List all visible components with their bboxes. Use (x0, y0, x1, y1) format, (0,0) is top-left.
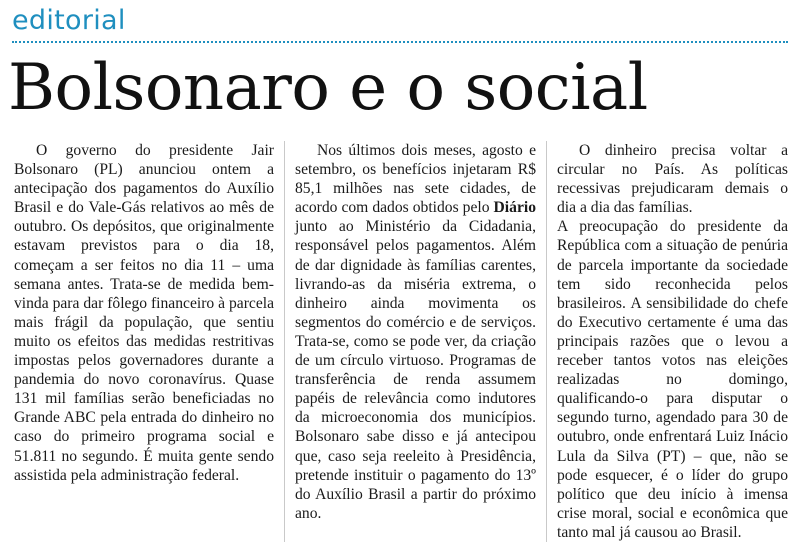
article-column-2 (284, 141, 546, 542)
paragraph: O dinheiro precisa voltar a circular no País. As políticas recessivas prejudicaram demais o dia a dia das famílias. (557, 142, 788, 217)
paragraph: A preocupação do presidente da República com a situação de penúria de parcela importante da sociedade tem sido reconhecida pelos brasileiros. A sensibilidade do chefe do Executivo certamente é uma das principais razões que o levou a receber tantos votos nas eleições realizadas no domingo, qualificando-o para disputar o segundo turno, agendado para 30 de outubro, onde enfrentará Luiz Inácio Lula da Silva (PT) – que, não se pode esquecer, é o líder do grupo político que deu início à imensa crise moral, social e econômica que tanto mal já causou ao Brasil. (557, 218, 788, 541)
article-column-1 (14, 141, 284, 542)
paragraph: O governo do presidente Jair Bolsonaro (PL) anunciou ontem a antecipação dos pagamentos do Auxílio Brasil e do Vale-Gás relativos ao mês de outubro. Os depósitos, que originalmente estavam previstos para o dia 18, começam a ser feitos no dia 11 – uma semana antes. Trata-se de medida bem-vinda para dar fôlego financeiro à parcela mais frágil da população, que sentiu muito os efeitos das medidas restritivas impostas pelos governadores durante a pandemia do novo coronavírus. Quase 131 mil famílias serão beneficiadas no Grande ABC pela entrada do dinheiro no caso do primeiro programa social e 51.811 no segundo. É muita gente sendo assistida pela administração federal. (14, 142, 274, 484)
section-label: editorial (12, 5, 126, 36)
page-title: Bolsonaro e o social (8, 51, 648, 125)
article-body (14, 141, 788, 542)
paragraph-text: Nos últimos dois meses, agosto e setembro, os benefícios injetaram R$ 85,1 milhões nas sete cidades, de acordo com dados obtidos pelo (295, 142, 536, 217)
paragraph-text: junto ao Ministério da Cidadania, responsável pelos pagamentos. Além de dar dignidade às famílias carentes, livrando-as da miséria extrema, o dinheiro ainda movimenta os segmentos do comércio e de serviços. Trata-se, como se pode ver, da criação de um círculo virtuoso. Programas de transferência de renda assumem papéis de relevância como indutores da microeconomia dos municípios. Bolsonaro sabe disso e já antecipou que, caso seja reeleito à Presidência, pretende instituir o pagamento do 13º do Auxílio Brasil a partir do próximo ano. (295, 218, 536, 522)
section-divider (12, 41, 788, 43)
article-column-3 (546, 141, 788, 542)
paragraph (295, 141, 536, 523)
newspaper-name: Diário (493, 199, 536, 217)
